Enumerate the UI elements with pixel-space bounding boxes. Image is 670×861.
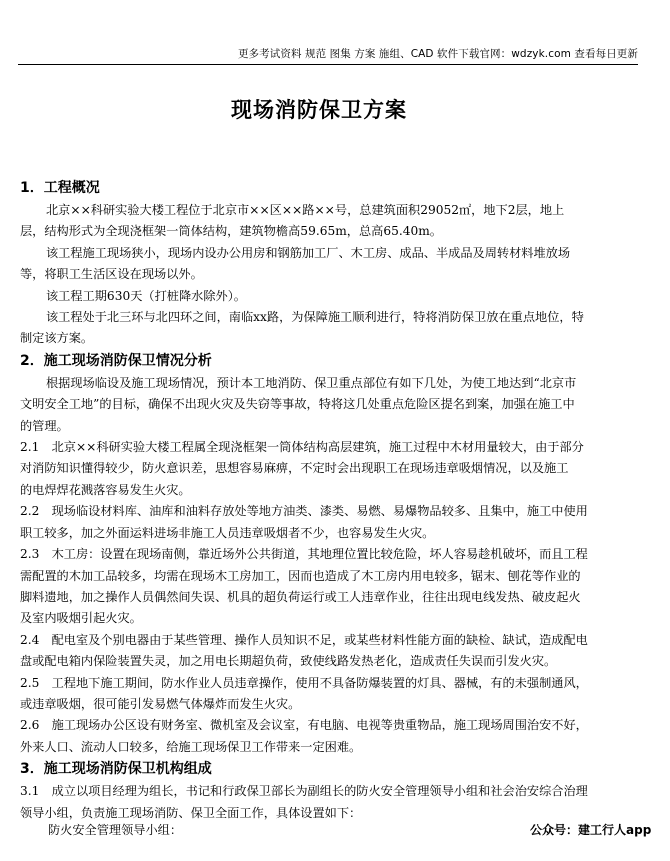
paragraph-line: 领导小组，负责施工现场消防、保卫全面工作，具体设置如下： <box>20 805 362 820</box>
paragraph-line: 的管理。 <box>20 418 69 433</box>
section-3 <box>20 758 670 824</box>
section-heading: 2．施工现场消防保卫情况分析 <box>20 352 212 369</box>
page-header: 更多考试资料 规范 图集 方案 施组、CAD 软件下载官网：wdzyk.com 查看每日更新 <box>237 48 638 60</box>
paragraph-line: 对消防知识懂得较少，防火意识差，思想容易麻痹，不定时会出现职工在现场违章吸烟情况，以及施工 <box>20 461 569 476</box>
paragraph-line: 2.4 配电室及个别电器由于某些管理、操作人员知识不足，或某些材料性能方面的缺检、缺试，造成配电 <box>20 632 588 647</box>
paragraph-line: 北京××科研实验大楼工程位于北京市××区××路××号，总建筑面积29052㎡，地下2层，地上 <box>46 203 565 217</box>
paragraph-line: 或违章吸烟，很可能引发易燃气体爆炸而发生火灾。 <box>20 696 301 711</box>
paragraph-line: 3.1 成立以项目经理为组长，书记和行政保卫部长为副组长的防火安全管理领导小组和社会治安综合治理 <box>20 784 588 799</box>
paragraph-line: 职工较多，加之外面运料进场非施工人员违章吸烟者不少，也容易发生火灾。 <box>20 525 435 540</box>
header-rule <box>18 64 638 65</box>
paragraph-line: 盘或配电箱内保险装置失灵，加之用电长期超负荷，致使线路发热老化，造成责任失误而引发火灾。 <box>20 654 557 669</box>
footer-subheading: 防火安全管理领导小组： <box>48 823 183 837</box>
paragraph-line: 根据现场临设及施工现场情况，预计本工地消防、保卫重点部位有如下几处，为使工地达到“北京市 <box>46 375 577 390</box>
footer-watermark: 公众号：建工行人app <box>530 823 652 837</box>
paragraph-line: 脚料遗地，加之操作人员偶然间失误、机具的超负荷运行或工人违章作业，往往出现电线发热、破皮起火 <box>20 589 581 604</box>
paragraph-line: 制定该方案。 <box>20 331 94 346</box>
section-2 <box>20 350 670 758</box>
paragraph-line: 层，结构形式为全现浇框架一筒体结构，建筑物檐高59.65m，总高65.40m。 <box>20 224 442 239</box>
paragraph-line: 2.5 工程地下施工期间，防水作业人员违章操作，使用不具备防爆装置的灯具、器械，有的未强制通风， <box>20 675 588 690</box>
paragraph-line: 外来人口、流动人口较多，给施工现场保卫工作带来一定困难。 <box>20 739 362 754</box>
paragraph-line: 需配置的木加工品较多，均需在现场木工房加工，因而也造成了木工房内用电较多，锯末、刨花等作业的 <box>20 568 581 583</box>
paragraph-line: 该工程处于北三环与北四环之间，南临xx路，为保障施工顺利进行，特将消防保卫放在重点地位，特 <box>46 310 584 325</box>
paragraph-line: 等，将职工生活区设在现场以外。 <box>20 267 203 282</box>
paragraph-line: 及室内吸烟引起火灾。 <box>20 611 142 626</box>
section-heading: 3．施工现场消防保卫机构组成 <box>20 761 212 778</box>
paragraph-line: 文明安全工地”的目标，确保不出现火灾及失窃等事故，特将这几处重点危险区提名到案，加强在施工中 <box>20 397 575 412</box>
document-body <box>20 177 670 824</box>
paragraph-line: 的电焊焊花溅落容易发生火灾。 <box>20 482 191 497</box>
paragraph-line: 该工程施工现场狭小，现场内设办公用房和钢筋加工厂、木工房、成品、半成品及周转材料堆放场 <box>46 245 571 260</box>
paragraph-line: 2.2 现场临设材料库、油库和油料存放处等地方油类、漆类、易燃、易爆物品较多、且集中，施工中使用 <box>20 504 588 519</box>
paragraph-line: 该工程工期630天（打桩降水除外）。 <box>46 288 246 303</box>
paragraph-line: 2.3 木工房：设置在现场南侧，靠近场外公共街道，其地理位置比较危险，坏人容易趁机破坏，而且工程 <box>20 547 588 562</box>
paragraph-line: 2.6 施工现场办公区设有财务室、微机室及会议室，有电脑、电视等贵重物品，施工现场周围治安不好， <box>20 718 588 733</box>
section-heading: 1．工程概况 <box>20 180 100 196</box>
document-title: 现场消防保卫方案 <box>231 98 407 122</box>
paragraph-line: 2.1 北京××科研实验大楼工程属全现浇框架一筒体结构高层建筑，施工过程中木材用量较大，由于部分 <box>20 440 584 455</box>
section-1 <box>20 177 670 350</box>
